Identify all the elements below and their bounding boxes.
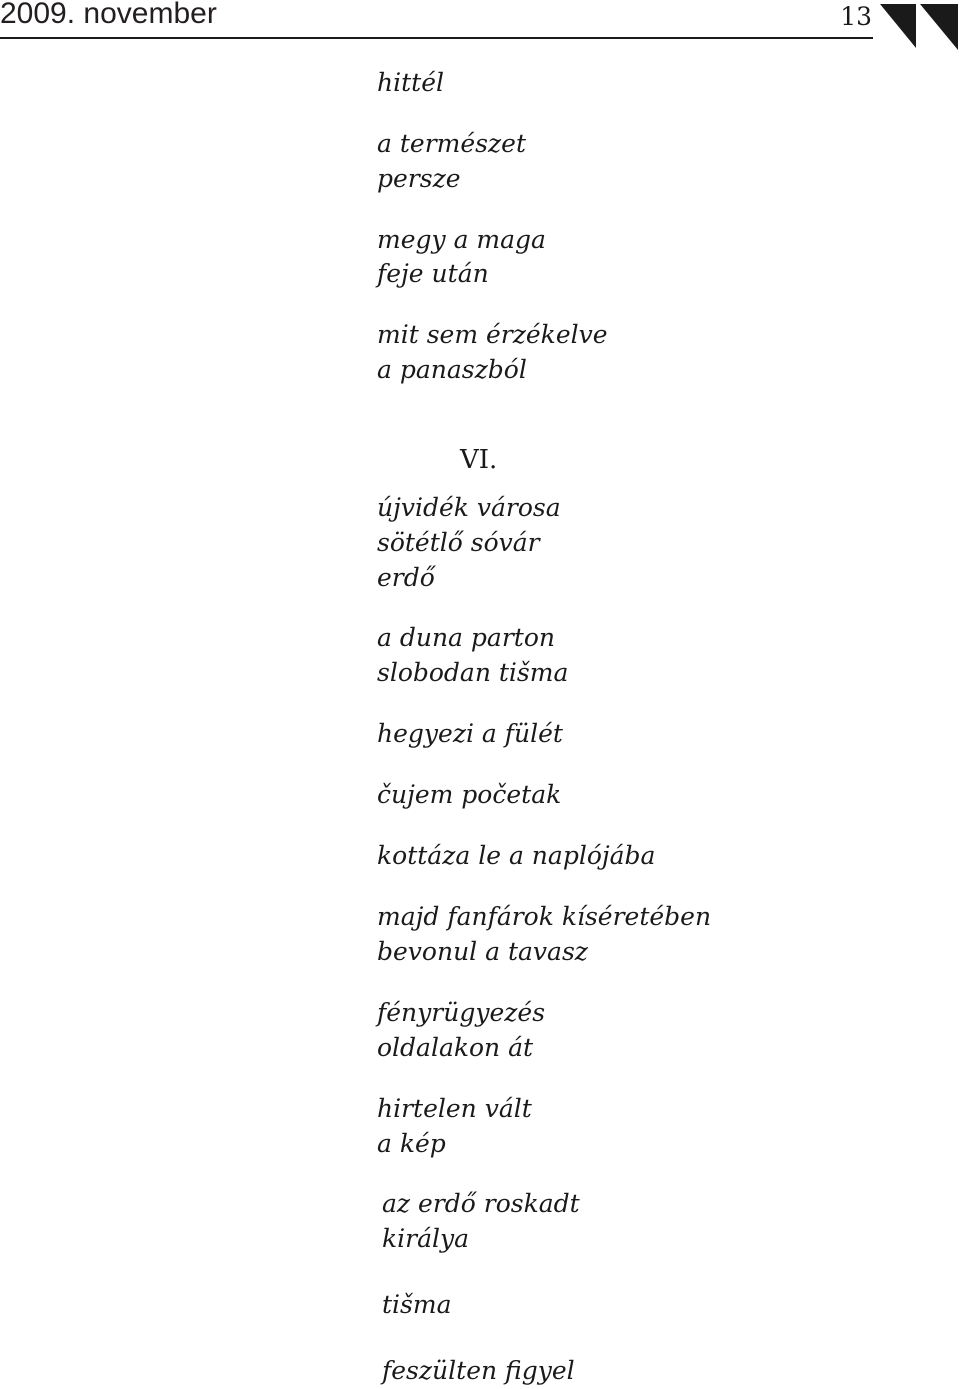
page-number: 13: [840, 2, 872, 31]
poem-line: királya: [382, 1224, 470, 1253]
poem-line: hegyezi a fülét: [377, 719, 563, 748]
poem-line: újvidék városa: [377, 493, 561, 522]
poem-line: bevonul a tavasz: [377, 937, 588, 966]
poem-line: fényrügyezés: [377, 998, 546, 1027]
poem-line: feje után: [377, 259, 489, 288]
poem-line: a természet: [377, 129, 526, 158]
poem-line: megy a maga: [377, 225, 546, 254]
poem-line: persze: [377, 164, 461, 193]
poem-line: erdő: [377, 563, 435, 592]
poem-line: az erdő roskadt: [382, 1189, 580, 1218]
poem-line: hirtelen vált: [377, 1094, 532, 1123]
poem-line: mit sem érzékelve: [377, 320, 608, 349]
poem-line: a panaszból: [377, 355, 527, 384]
poem-line: a duna parton: [377, 623, 555, 652]
poem-line: kottáza le a naplójába: [377, 841, 656, 870]
poem-line: a kép: [377, 1129, 446, 1158]
poem-line: čujem početak: [377, 780, 562, 809]
poem-line: slobodan tišma: [377, 658, 569, 687]
poem-line: majd fanfárok kíséretében: [377, 902, 712, 931]
poem-line: tišma: [382, 1290, 452, 1319]
issue-date: 2009. november: [0, 0, 217, 30]
poem-line: feszülten figyel: [382, 1356, 575, 1385]
poem-line: oldalakon át: [377, 1033, 534, 1062]
section-number: VI.: [460, 445, 498, 475]
poem-line: hittél: [377, 68, 444, 97]
poem-line: sötétlő sóvár: [377, 528, 540, 557]
